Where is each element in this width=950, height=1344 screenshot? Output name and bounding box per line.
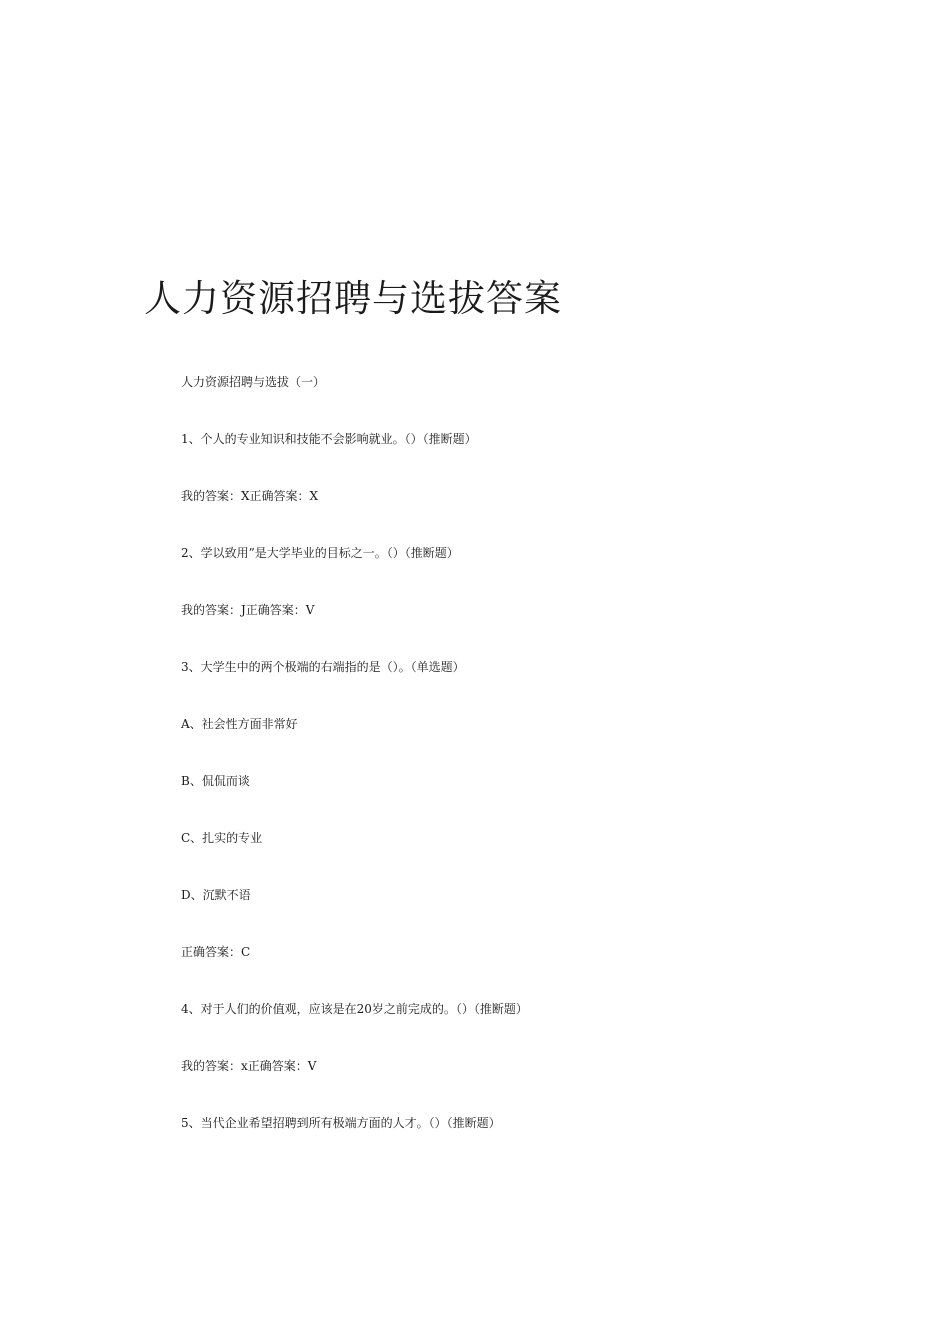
question-2: 2、学以致用”是大学毕业的目标之一。（）（推断题） <box>181 546 459 560</box>
option-c: C、扎实的专业 <box>181 831 263 845</box>
answer-3: 正确答案：C <box>181 945 251 959</box>
section-heading: 人力资源招聘与选拔（一） <box>181 375 326 389</box>
question-3: 3、大学生中的两个极端的右端指的是（）。（单选题） <box>181 660 465 674</box>
answer-4: 我的答案：x正确答案：V <box>181 1059 317 1073</box>
answer-2: 我的答案：J正确答案：V <box>181 603 315 617</box>
question-4: 4、对于人们的价值观，应该是在20岁之前完成的。（）（推断题） <box>181 1002 528 1016</box>
question-1: 1、个人的专业知识和技能不会影响就业。（）（推断题） <box>181 432 477 446</box>
answer-1: 我的答案：X正确答案：X <box>181 489 319 503</box>
question-5: 5、当代企业希望招聘到所有极端方面的人才。（）（推断题） <box>181 1116 501 1130</box>
option-a: A、社会性方面非常好 <box>181 717 298 731</box>
document-title: 人力资源招聘与选拔答案 <box>144 277 562 320</box>
option-d: D、沉默不语 <box>181 888 251 902</box>
option-b: B、侃侃而谈 <box>181 774 250 788</box>
